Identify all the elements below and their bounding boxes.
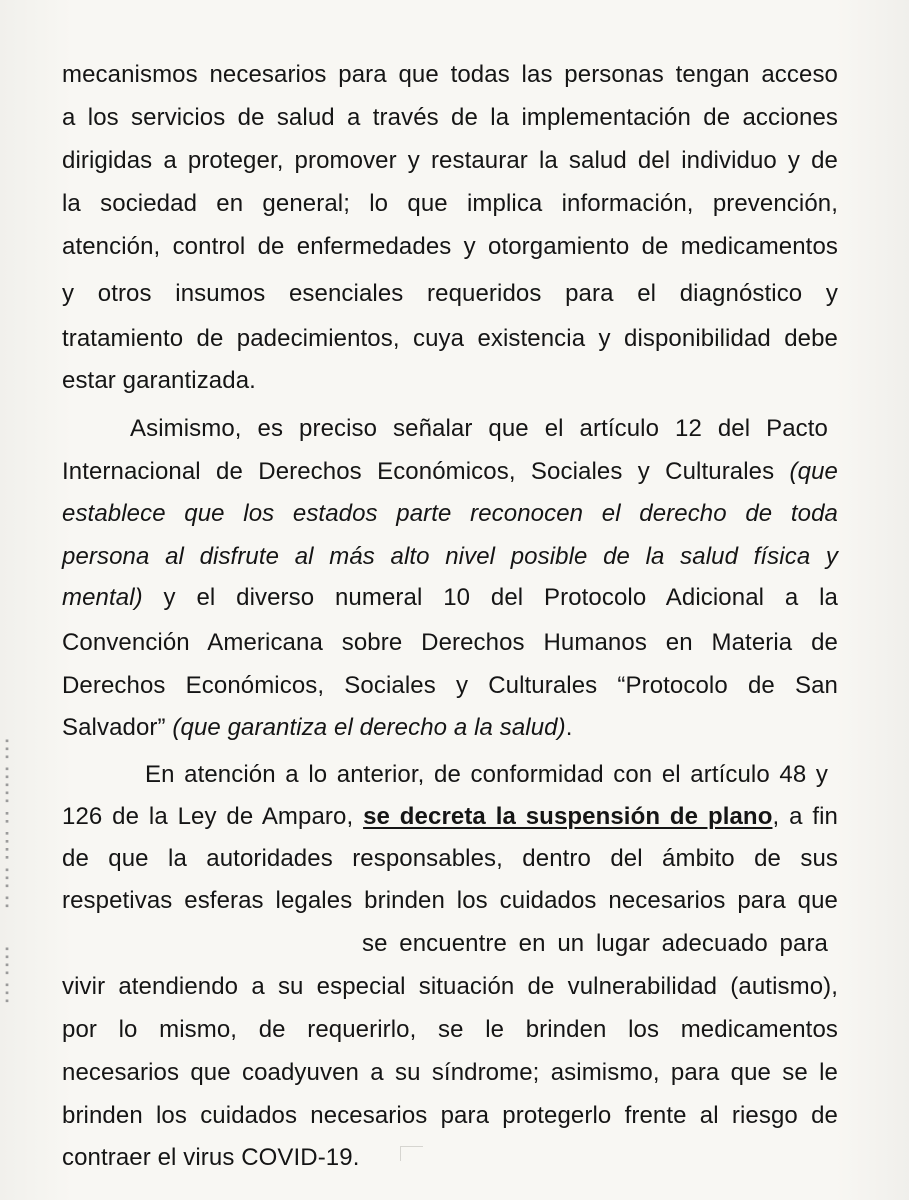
paragraph-3-line-9: brinden los cuidados necesarios para protegerlo frente al riesgo de: [62, 1102, 838, 1129]
paragraph-3-line-2-end: , a fin: [772, 803, 838, 830]
paragraph-3-line-6: vivir atendiendo a su especial situación de vulnerabilidad (autismo),: [62, 973, 838, 1000]
paragraph-1-line-6: y otros insumos esenciales requeridos para el diagnóstico y: [62, 280, 838, 307]
paragraph-2-line-3: establece que los estados parte reconocen el derecho de toda: [62, 500, 838, 527]
paragraph-2-line-8-italic: (que garantiza el derecho a la salud): [172, 714, 566, 741]
scan-artifact: [400, 1146, 423, 1161]
paragraph-2-line-1: Asimismo, es preciso señalar que el artículo 12 del Pacto: [130, 415, 828, 442]
paragraph-3-line-2-text: 126 de la Ley de Amparo,: [62, 803, 354, 830]
paragraph-2-line-6: Convención Americana sobre Derechos Humanos en Materia de: [62, 629, 838, 656]
paragraph-1-line-4: la sociedad en general; lo que implica información, prevención,: [62, 190, 838, 217]
paragraph-1-line-8: estar garantizada.: [62, 367, 256, 394]
margin-stamp: ▪▪ ▪▪▪ ▪▪▪▪ ▪▪ ▪▪▪▪▪ ▪▪▪: [3, 736, 11, 910]
paragraph-2-line-8-end: .: [565, 714, 573, 741]
paragraph-2-line-5-italic: mental): [62, 584, 143, 611]
margin-stamp-2: ▪▪▪ ▪▪▪▪: [3, 944, 11, 1005]
paragraph-3-line-8: necesarios que coadyuven a su síndrome; asimismo, para que se le: [62, 1059, 838, 1086]
paragraph-2-line-2-italic: (que: [789, 458, 838, 485]
paragraph-1-line-1: mecanismos necesarios para que todas las personas tengan acceso: [62, 61, 838, 88]
paragraph-3-line-5: se encuentre en un lugar adecuado para: [362, 930, 828, 957]
paragraph-3-line-2: [62, 802, 838, 832]
paragraph-2-line-2-text: Internacional de Derechos Económicos, Sociales y Culturales: [62, 458, 775, 485]
paragraph-2-line-8: [62, 713, 838, 743]
paragraph-2-line-2: [62, 457, 838, 487]
paragraph-1-line-3: dirigidas a proteger, promover y restaurar la salud del individuo y de: [62, 147, 838, 174]
paragraph-3-line-1: En atención a lo anterior, de conformidad con el artículo 48 y: [145, 761, 828, 788]
paragraph-3-line-7: por lo mismo, de requerirlo, se le brinden los medicamentos: [62, 1016, 838, 1043]
paragraph-2-line-4: persona al disfrute al más alto nivel posible de la salud física y: [62, 543, 838, 570]
paragraph-3-line-3: de que la autoridades responsables, dentro del ámbito de sus: [62, 845, 838, 872]
paragraph-1-line-7: tratamiento de padecimientos, cuya existencia y disponibilidad debe: [62, 325, 838, 352]
paragraph-3-line-10: contraer el virus COVID-19.: [62, 1144, 360, 1171]
paragraph-1-line-2: a los servicios de salud a través de la implementación de acciones: [62, 104, 838, 131]
paragraph-1-line-5: atención, control de enfermedades y otorgamiento de medicamentos: [62, 233, 838, 260]
paragraph-2-line-8-text: Salvador”: [62, 714, 166, 741]
paragraph-2-line-5-text: y el diverso numeral 10 del Protocolo Adicional a la: [163, 584, 838, 611]
paragraph-2-line-5: [62, 583, 838, 613]
paragraph-3-line-4: respetivas esferas legales brinden los cuidados necesarios para que: [62, 887, 838, 914]
paragraph-2-line-7: Derechos Económicos, Sociales y Culturales “Protocolo de San: [62, 672, 838, 699]
suspension-decree-emphasis: se decreta la suspensión de plano: [363, 803, 773, 830]
